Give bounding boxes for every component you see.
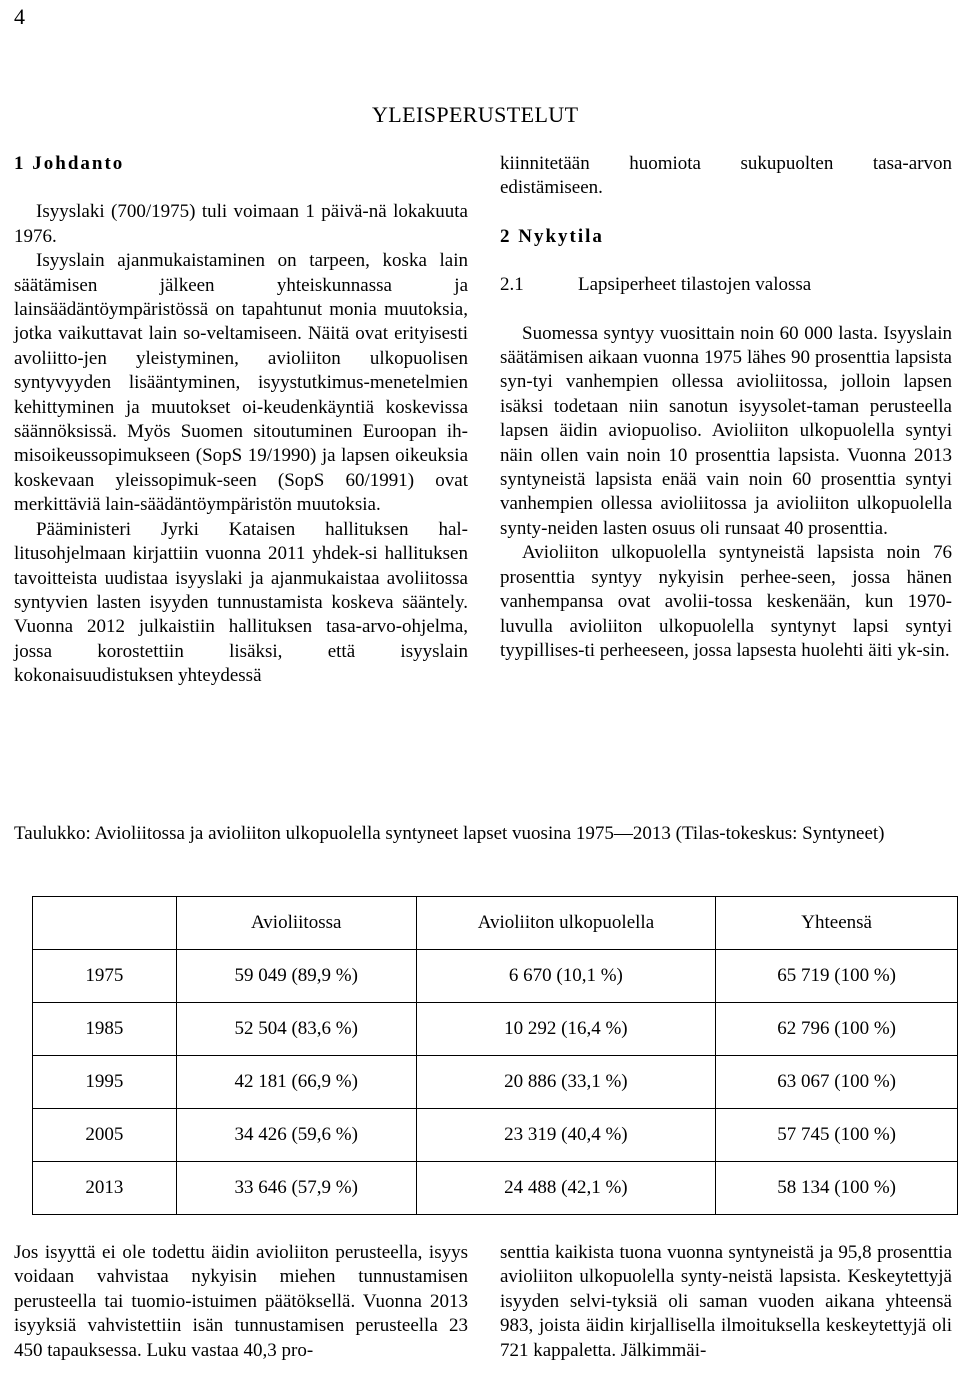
paragraph: Suomessa syntyy vuosittain noin 60 000 lasta. Isyyslain säätämisen aikaan vuonna 1975 lähes 90 prosenttia lapsista syn-tyi vanhempien ollessa avioliitossa, jolloin lapsen isäksi todetaan niin sanotun isyysolet-taman perusteella lapsen äidin aviopuoliso. Avioliiton ulkopuolella syntyi näin ollen vain noin 10 prosenttia lapsista. Vuonna 2013 syntyneistä lapsista enää vain noin 60 prosenttia syntyi vanhempien ollessa avioliitossa ja avioliiton ulkopuolella synty-neiden lasten osuus oli runsaat 40 prosenttia. xyxy=(500,322,952,539)
table-cell: 65 719 (100 %) xyxy=(716,950,958,1003)
subheading-number: 2.1 xyxy=(500,274,524,296)
paragraph: Isyyslaki (700/1975) tuli voimaan 1 päivä-nä lokakuuta 1976. xyxy=(14,201,468,247)
table-cell: 24 488 (42,1 %) xyxy=(416,1162,716,1215)
table-cell: 42 181 (66,9 %) xyxy=(176,1056,416,1109)
paragraph-continuation: kiinnitetään huomiota sukupuolten tasa-arvon edistämiseen. xyxy=(500,153,952,199)
table-cell: 10 292 (16,4 %) xyxy=(416,1003,716,1056)
table-row xyxy=(33,1109,958,1162)
heading-johdanto: 1 Johdanto xyxy=(14,153,125,174)
table-header-cell: Avioliiton ulkopuolella xyxy=(416,897,716,950)
table-caption: Taulukko: Avioliitossa ja avioliiton ulkopuolella syntyneet lapset vuosina 1975—2013 (Tilas-tokeskus: Syntyneet) xyxy=(14,823,885,844)
table-cell: 59 049 (89,9 %) xyxy=(176,950,416,1003)
births-table xyxy=(32,896,958,1215)
table-cell: 58 134 (100 %) xyxy=(716,1162,958,1215)
paragraph: Pääministeri Jyrki Kataisen hallituksen hal-litusohjelmaan kirjattiin vuonna 2011 yhdek-si hallituksen tavoitteista uudistaa isyyslaki ja ajanmukaistaa avoliitossa syntyvien lasten isyyden tunnustamista koskeva sääntely. Vuonna 2012 julkaistiin hallituksen tasa-arvo-ohjelma, jossa korostettiin lisäksi, että isyyslain kokonaisuudistuksen yhteydessä xyxy=(14,518,468,687)
table-cell: 33 646 (57,9 %) xyxy=(176,1162,416,1215)
table-cell: 62 796 (100 %) xyxy=(716,1003,958,1056)
right-column xyxy=(500,152,952,663)
table-row xyxy=(33,950,958,1003)
table-cell: 2013 xyxy=(33,1162,177,1215)
bottom-left-paragraph: Jos isyyttä ei ole todettu äidin avioliiton perusteella, isyys voidaan vahvistaa nykyisin miehen tunnustamisen perusteella tai tuomio-istuimen päätöksellä. Vuonna 2013 isyyksiä vahvistettiin isän tunnustamisen perusteella 23 450 tapauksessa. Luku vastaa 40,3 pro- xyxy=(14,1242,468,1361)
paragraph: Avioliiton ulkopuolella syntyneistä lapsista noin 76 prosenttia syntyy nykyisin perhee-seen, jossa hänen vanhempansa ovat avolii-tossa keskenään, kun 1970-luvulla avioliiton ulkopuolella syntynyt lapsi syntyi tyypillises-ti perheeseen, jossa lapsesta huolehti äiti yk-sin. xyxy=(500,542,952,661)
heading-nykytila: 2 Nykytila xyxy=(500,225,604,247)
left-column xyxy=(14,152,468,689)
table-cell: 20 886 (33,1 %) xyxy=(416,1056,716,1109)
table-cell: 1995 xyxy=(33,1056,177,1109)
table-cell: 6 670 (10,1 %) xyxy=(416,950,716,1003)
table-header-cell: Avioliitossa xyxy=(176,897,416,950)
table-cell: 57 745 (100 %) xyxy=(716,1109,958,1162)
table-cell: 23 319 (40,4 %) xyxy=(416,1109,716,1162)
table-header-cell xyxy=(33,897,177,950)
table-row xyxy=(33,1003,958,1056)
paragraph: Isyyslain ajanmukaistaminen on tarpeen, koska lain säätämisen jälkeen yhteiskunnassa ja lainsäädäntöympäristössä on tapahtunut monia muutoksia, jotka vaikuttavat lain so-veltamiseen. Näitä ovat erityisesti avoliitto-jen yleistyminen, avioliiton ulkopuolisen syntyvyyden lisääntyminen, isyystutkimus-menetelmien kehittyminen ja muutokset oi-keudenkäyntiä koskevissa säännöksissä. Myös Suomen sitoutuminen Euroopan ih-misoikeussopimukseen (SopS 19/1990) ja lapsen oikeuksia koskevaan yleissopimuk-seen (SopS 60/1991) ovat merkittäviä lain-säädäntöympäristön muutoksia. xyxy=(14,250,468,516)
page-number: 4 xyxy=(14,4,25,29)
table-cell: 63 067 (100 %) xyxy=(716,1056,958,1109)
table-row xyxy=(33,1056,958,1109)
table-header-cell: Yhteensä xyxy=(716,897,958,950)
subheading-text: Lapsiperheet tilastojen valossa xyxy=(578,274,812,296)
table-cell: 1985 xyxy=(33,1003,177,1056)
bottom-right-paragraph: senttia kaikista tuona vuonna syntyneistä ja 95,8 prosenttia avioliiton ulkopuolella synty-neistä lapsista. Keskeytettyjä isyyden selvi-tyksiä oli saman vuoden aikana yhteensä 983, joista äidin kirjallisella ilmoituksella keskeytettyjä oli 721 kappaletta. Jälkimmäi- xyxy=(500,1242,952,1361)
table-row xyxy=(33,1162,958,1215)
subheading xyxy=(500,273,952,297)
section-title: YLEISPERUSTELUT xyxy=(372,102,579,127)
table-header-row xyxy=(33,897,958,950)
table-cell: 52 504 (83,6 %) xyxy=(176,1003,416,1056)
table-cell: 2005 xyxy=(33,1109,177,1162)
table-cell: 1975 xyxy=(33,950,177,1003)
table-cell: 34 426 (59,6 %) xyxy=(176,1109,416,1162)
